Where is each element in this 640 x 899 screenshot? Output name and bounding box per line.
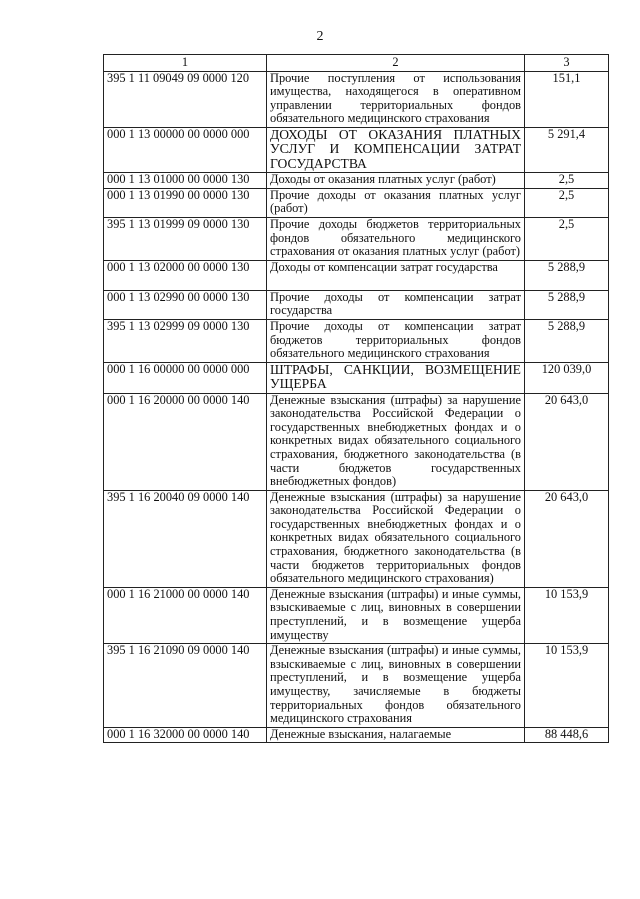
amount-cell: 2,5	[525, 188, 609, 217]
table-row	[104, 260, 609, 290]
budget-code-cell: 000 1 16 00000 00 0000 000	[104, 362, 267, 393]
budget-code-cell: 000 1 13 02000 00 0000 130	[104, 260, 267, 290]
budget-code-cell: 395 1 16 20040 09 0000 140	[104, 490, 267, 587]
revenue-name-cell: Прочие поступления от использования имущества, находящегося в оперативном управлении территориальных фондов обязательного медицинского страхования	[267, 71, 525, 127]
table-body	[104, 71, 609, 743]
revenue-name-cell: Прочие доходы от компенсации затрат бюджетов территориальных фондов обязательного медицинского страхования	[267, 319, 525, 362]
revenue-name-cell: ДОХОДЫ ОТ ОКАЗАНИЯ ПЛАТНЫХ УСЛУГ И КОМПЕНСАЦИИ ЗАТРАТ ГОСУДАРСТВА	[267, 127, 525, 172]
amount-cell: 20 643,0	[525, 490, 609, 587]
revenue-name-cell: Прочие доходы от компенсации затрат государства	[267, 290, 525, 319]
column-header-3: 3	[525, 55, 609, 72]
amount-cell: 88 448,6	[525, 727, 609, 743]
budget-code-cell: 000 1 13 01990 00 0000 130	[104, 188, 267, 217]
table-row	[104, 290, 609, 319]
amount-cell: 20 643,0	[525, 393, 609, 490]
table-row	[104, 644, 609, 728]
budget-code-cell: 395 1 13 02999 09 0000 130	[104, 319, 267, 362]
table-row	[104, 587, 609, 643]
page-number: 2	[316, 29, 324, 44]
revenue-name-cell: ШТРАФЫ, САНКЦИИ, ВОЗМЕЩЕНИЕ УЩЕРБА	[267, 362, 525, 393]
revenue-name-cell: Денежные взыскания (штрафы) за нарушение законодательства Российской Федерации о государственных внебюджетных фондах и о конкретных видах обязательного социального страхования, бюджетного законодательства (в части бюджетов территориальных фондов обязательного медицинского страхования)	[267, 490, 525, 587]
table-row	[104, 127, 609, 172]
revenue-name-cell: Прочие доходы бюджетов территориальных фондов обязательного медицинского страхования от оказания платных услуг (работ)	[267, 217, 525, 260]
budget-code-cell: 000 1 16 20000 00 0000 140	[104, 393, 267, 490]
budget-code-cell: 000 1 13 02990 00 0000 130	[104, 290, 267, 319]
budget-code-cell: 395 1 13 01999 09 0000 130	[104, 217, 267, 260]
amount-cell: 5 288,9	[525, 319, 609, 362]
revenue-name-cell: Доходы от компенсации затрат государства	[267, 260, 525, 290]
amount-cell: 120 039,0	[525, 362, 609, 393]
table-row	[104, 319, 609, 362]
revenue-name-cell: Денежные взыскания, налагаемые	[267, 727, 525, 743]
budget-code-cell: 000 1 13 01000 00 0000 130	[104, 173, 267, 189]
table-row	[104, 362, 609, 393]
amount-cell: 5 288,9	[525, 290, 609, 319]
table-row	[104, 71, 609, 127]
budget-code-cell: 000 1 13 00000 00 0000 000	[104, 127, 267, 172]
table-row	[104, 173, 609, 189]
amount-cell: 10 153,9	[525, 587, 609, 643]
amount-cell: 5 291,4	[525, 127, 609, 172]
revenue-name-cell: Прочие доходы от оказания платных услуг (работ)	[267, 188, 525, 217]
budget-code-cell: 395 1 16 21090 09 0000 140	[104, 644, 267, 728]
revenue-name-cell: Доходы от оказания платных услуг (работ)	[267, 173, 525, 189]
column-header-2: 2	[267, 55, 525, 72]
amount-cell: 2,5	[525, 173, 609, 189]
table-row	[104, 393, 609, 490]
revenue-name-cell: Денежные взыскания (штрафы) и иные суммы, взыскиваемые с лиц, виновных в совершении преступлений, и в возмещение ущерба имуществу	[267, 587, 525, 643]
revenue-name-cell: Денежные взыскания (штрафы) и иные суммы, взыскиваемые с лиц, виновных в совершении преступлений, и в возмещение ущерба имуществу, зачисляемые в бюджеты территориальных фондов обязательного медицинского страхования	[267, 644, 525, 728]
table-row	[104, 490, 609, 587]
budget-code-cell: 395 1 11 09049 09 0000 120	[104, 71, 267, 127]
revenue-name-cell: Денежные взыскания (штрафы) за нарушение законодательства Российской Федерации о государственных внебюджетных фондах и о конкретных видах обязательного социального страхования, бюджетного законодательства (в части бюджетов государственных внебюджетных фондов)	[267, 393, 525, 490]
table-header-row	[104, 55, 609, 72]
budget-code-cell: 000 1 16 21000 00 0000 140	[104, 587, 267, 643]
amount-cell: 10 153,9	[525, 644, 609, 728]
table-row	[104, 727, 609, 743]
column-header-1: 1	[104, 55, 267, 72]
table-row	[104, 217, 609, 260]
amount-cell: 5 288,9	[525, 260, 609, 290]
budget-code-cell: 000 1 16 32000 00 0000 140	[104, 727, 267, 743]
amount-cell: 2,5	[525, 217, 609, 260]
amount-cell: 151,1	[525, 71, 609, 127]
revenue-table	[103, 54, 609, 743]
table-row	[104, 188, 609, 217]
